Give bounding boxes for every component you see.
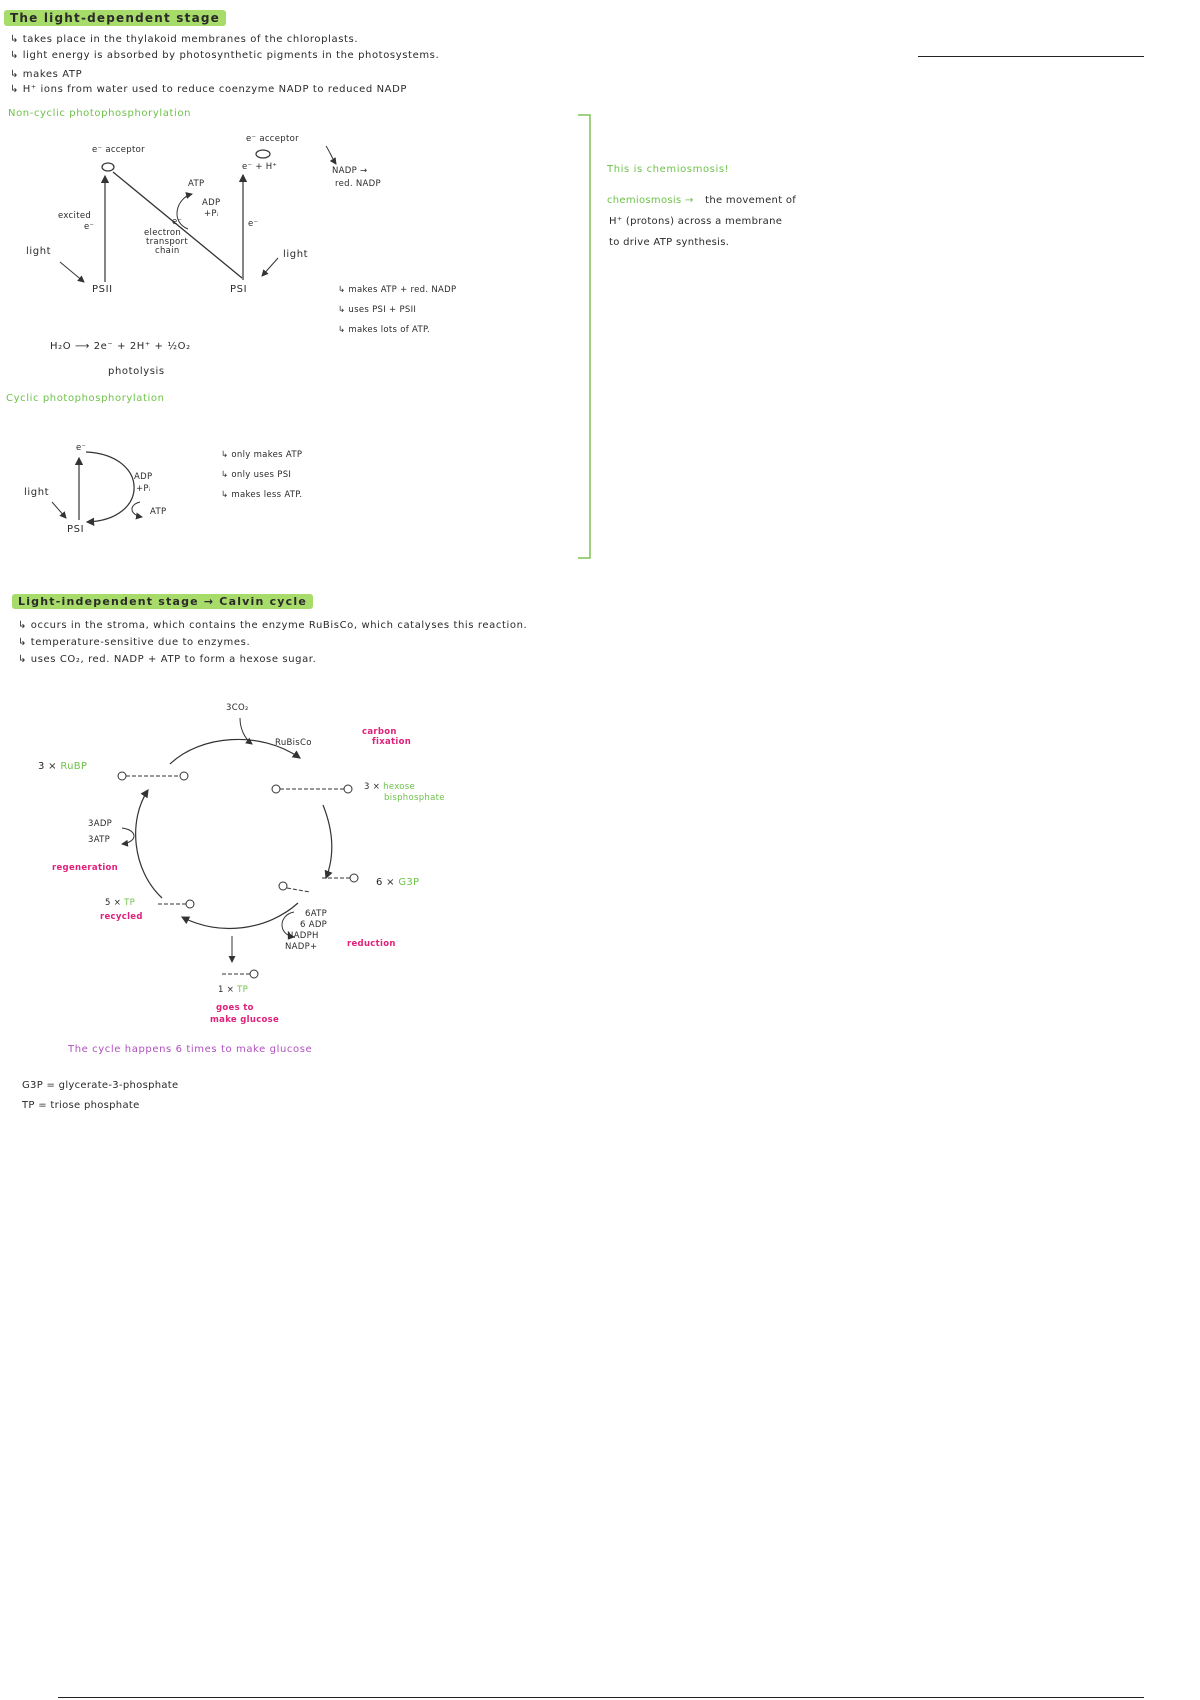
ld-bullet-2: ↳ light energy is absorbed by photosynthetic pigments in the photosystems. [10, 50, 440, 61]
reduction-nadp-label: NADP+ [285, 942, 318, 952]
acceptor-left-label: e⁻ acceptor [92, 145, 145, 155]
reduction-label: reduction [347, 939, 396, 949]
tp-recycled-label [105, 899, 135, 908]
excited-e-label: e⁻ [84, 222, 95, 232]
cyclic-e-label: e⁻ [76, 443, 87, 453]
definition-g3p: G3P = glycerate-3-phosphate [22, 1080, 179, 1091]
e-right-label: e⁻ [248, 219, 259, 229]
co2-label: 3CO₂ [226, 703, 249, 713]
reduction-adp-label: 6 ADP [300, 920, 328, 930]
carbon-fixation-label-1: carbon [362, 727, 397, 737]
atp-label: ATP [188, 179, 205, 189]
g3p-label [376, 878, 419, 887]
ps2-label: PSII [92, 284, 113, 295]
cyclic-pi-label: +Pᵢ [136, 484, 151, 494]
chemiosmosis-term: chemiosmosis → [607, 195, 694, 206]
etc-label-3: chain [155, 246, 180, 256]
chemiosmosis-title: This is chemiosmosis! [607, 164, 730, 175]
cyclic-ps1-label: PSI [67, 524, 85, 535]
pi-label: +Pᵢ [204, 209, 219, 219]
ld-bullet-1: ↳ takes place in the thylakoid membranes of the chloroplasts. [10, 34, 359, 45]
hexose-name-1: hexose [383, 782, 416, 792]
definition-tp: TP = triose phosphate [22, 1100, 140, 1111]
light-dependent-title: The light-dependent stage [4, 10, 226, 26]
e-h-label: e⁻ + H⁺ [242, 162, 278, 172]
output-tp-label [218, 986, 248, 995]
rubp-label [38, 762, 87, 771]
ld-bullet-3: ↳ makes ATP [10, 69, 83, 80]
cyclic-heading: Cyclic photophosphorylation [6, 393, 165, 404]
g3p-prefix: 6 × [376, 877, 395, 888]
make-glucose-label: make glucose [210, 1015, 280, 1025]
non-cyclic-heading: Non-cyclic photophosphorylation [8, 108, 192, 119]
rubp-name: RuBP [60, 761, 88, 772]
cyclic-note-2: ↳ only uses PSI [221, 470, 292, 480]
cyclic-atp-label: ATP [150, 507, 167, 517]
reduction-nadph-label: NADPH [287, 931, 319, 941]
tp-prefix: 5 × [105, 898, 122, 908]
calvin-atp-label: 3ATP [88, 835, 111, 845]
cyclic-note-1: ↳ only makes ATP [221, 450, 303, 460]
non-cyclic-note-1: ↳ makes ATP + red. NADP [338, 285, 457, 295]
li-bullet-3: ↳ uses CO₂, red. NADP + ATP to form a hexose sugar. [18, 654, 317, 665]
rubisco-label: RuBisCo [275, 738, 312, 748]
calvin-adp-label: 3ADP [88, 819, 113, 829]
light-left-label: light [26, 246, 52, 257]
photolysis-label: photolysis [108, 366, 165, 377]
chemiosmosis-line-1-rest: the movement of [705, 195, 797, 206]
g3p-name: G3P [398, 877, 420, 888]
output-tp-name: TP [237, 985, 249, 995]
tp-name: TP [124, 898, 136, 908]
rubp-prefix: 3 × [38, 761, 57, 772]
reduction-atp-label: 6ATP [305, 909, 328, 919]
etc-label-2: transport [146, 237, 188, 247]
hexose-name-2: bisphosphate [384, 793, 445, 803]
cyclic-note-3: ↳ makes less ATP. [221, 490, 303, 500]
nadp-label: NADP → [332, 166, 368, 176]
e-mid-label: e⁻ [172, 217, 183, 227]
ps1-label: PSI [230, 284, 248, 295]
hexose-label [364, 783, 415, 792]
etc-label-1: electron [144, 228, 182, 238]
acceptor-right-label: e⁻ acceptor [246, 134, 299, 144]
li-bullet-1: ↳ occurs in the stroma, which contains the enzyme RuBisCo, which catalyses this reaction. [18, 620, 528, 631]
red-nadp-label: red. NADP [335, 179, 381, 189]
output-prefix: 1 × [218, 985, 235, 995]
li-bullet-2: ↳ temperature-sensitive due to enzymes. [18, 637, 251, 648]
hexose-prefix: 3 × [364, 782, 381, 792]
photolysis-equation: H₂O ⟶ 2e⁻ + 2H⁺ + ½O₂ [50, 341, 191, 352]
cycle-note: The cycle happens 6 times to make glucose [68, 1044, 313, 1055]
carbon-fixation-label-2: fixation [372, 737, 412, 747]
chemiosmosis-line-2: H⁺ (protons) across a membrane [609, 216, 783, 227]
excited-label: excited [58, 211, 92, 221]
regeneration-label: regeneration [52, 863, 119, 873]
chemiosmosis-line-3: to drive ATP synthesis. [609, 237, 730, 248]
cyclic-light-label: light [24, 487, 50, 498]
adp-label: ADP [202, 198, 221, 208]
cyclic-adp-label: ADP [134, 472, 153, 482]
non-cyclic-note-3: ↳ makes lots of ATP. [338, 325, 431, 335]
non-cyclic-note-2: ↳ uses PSI + PSII [338, 305, 417, 315]
light-right-label: light [283, 249, 309, 260]
ld-bullet-4: ↳ H⁺ ions from water used to reduce coenzyme NADP to reduced NADP [10, 84, 408, 95]
light-independent-title: Light-independent stage → Calvin cycle [12, 594, 313, 609]
goes-to-label: goes to [216, 1003, 254, 1013]
recycled-label: recycled [100, 912, 143, 922]
